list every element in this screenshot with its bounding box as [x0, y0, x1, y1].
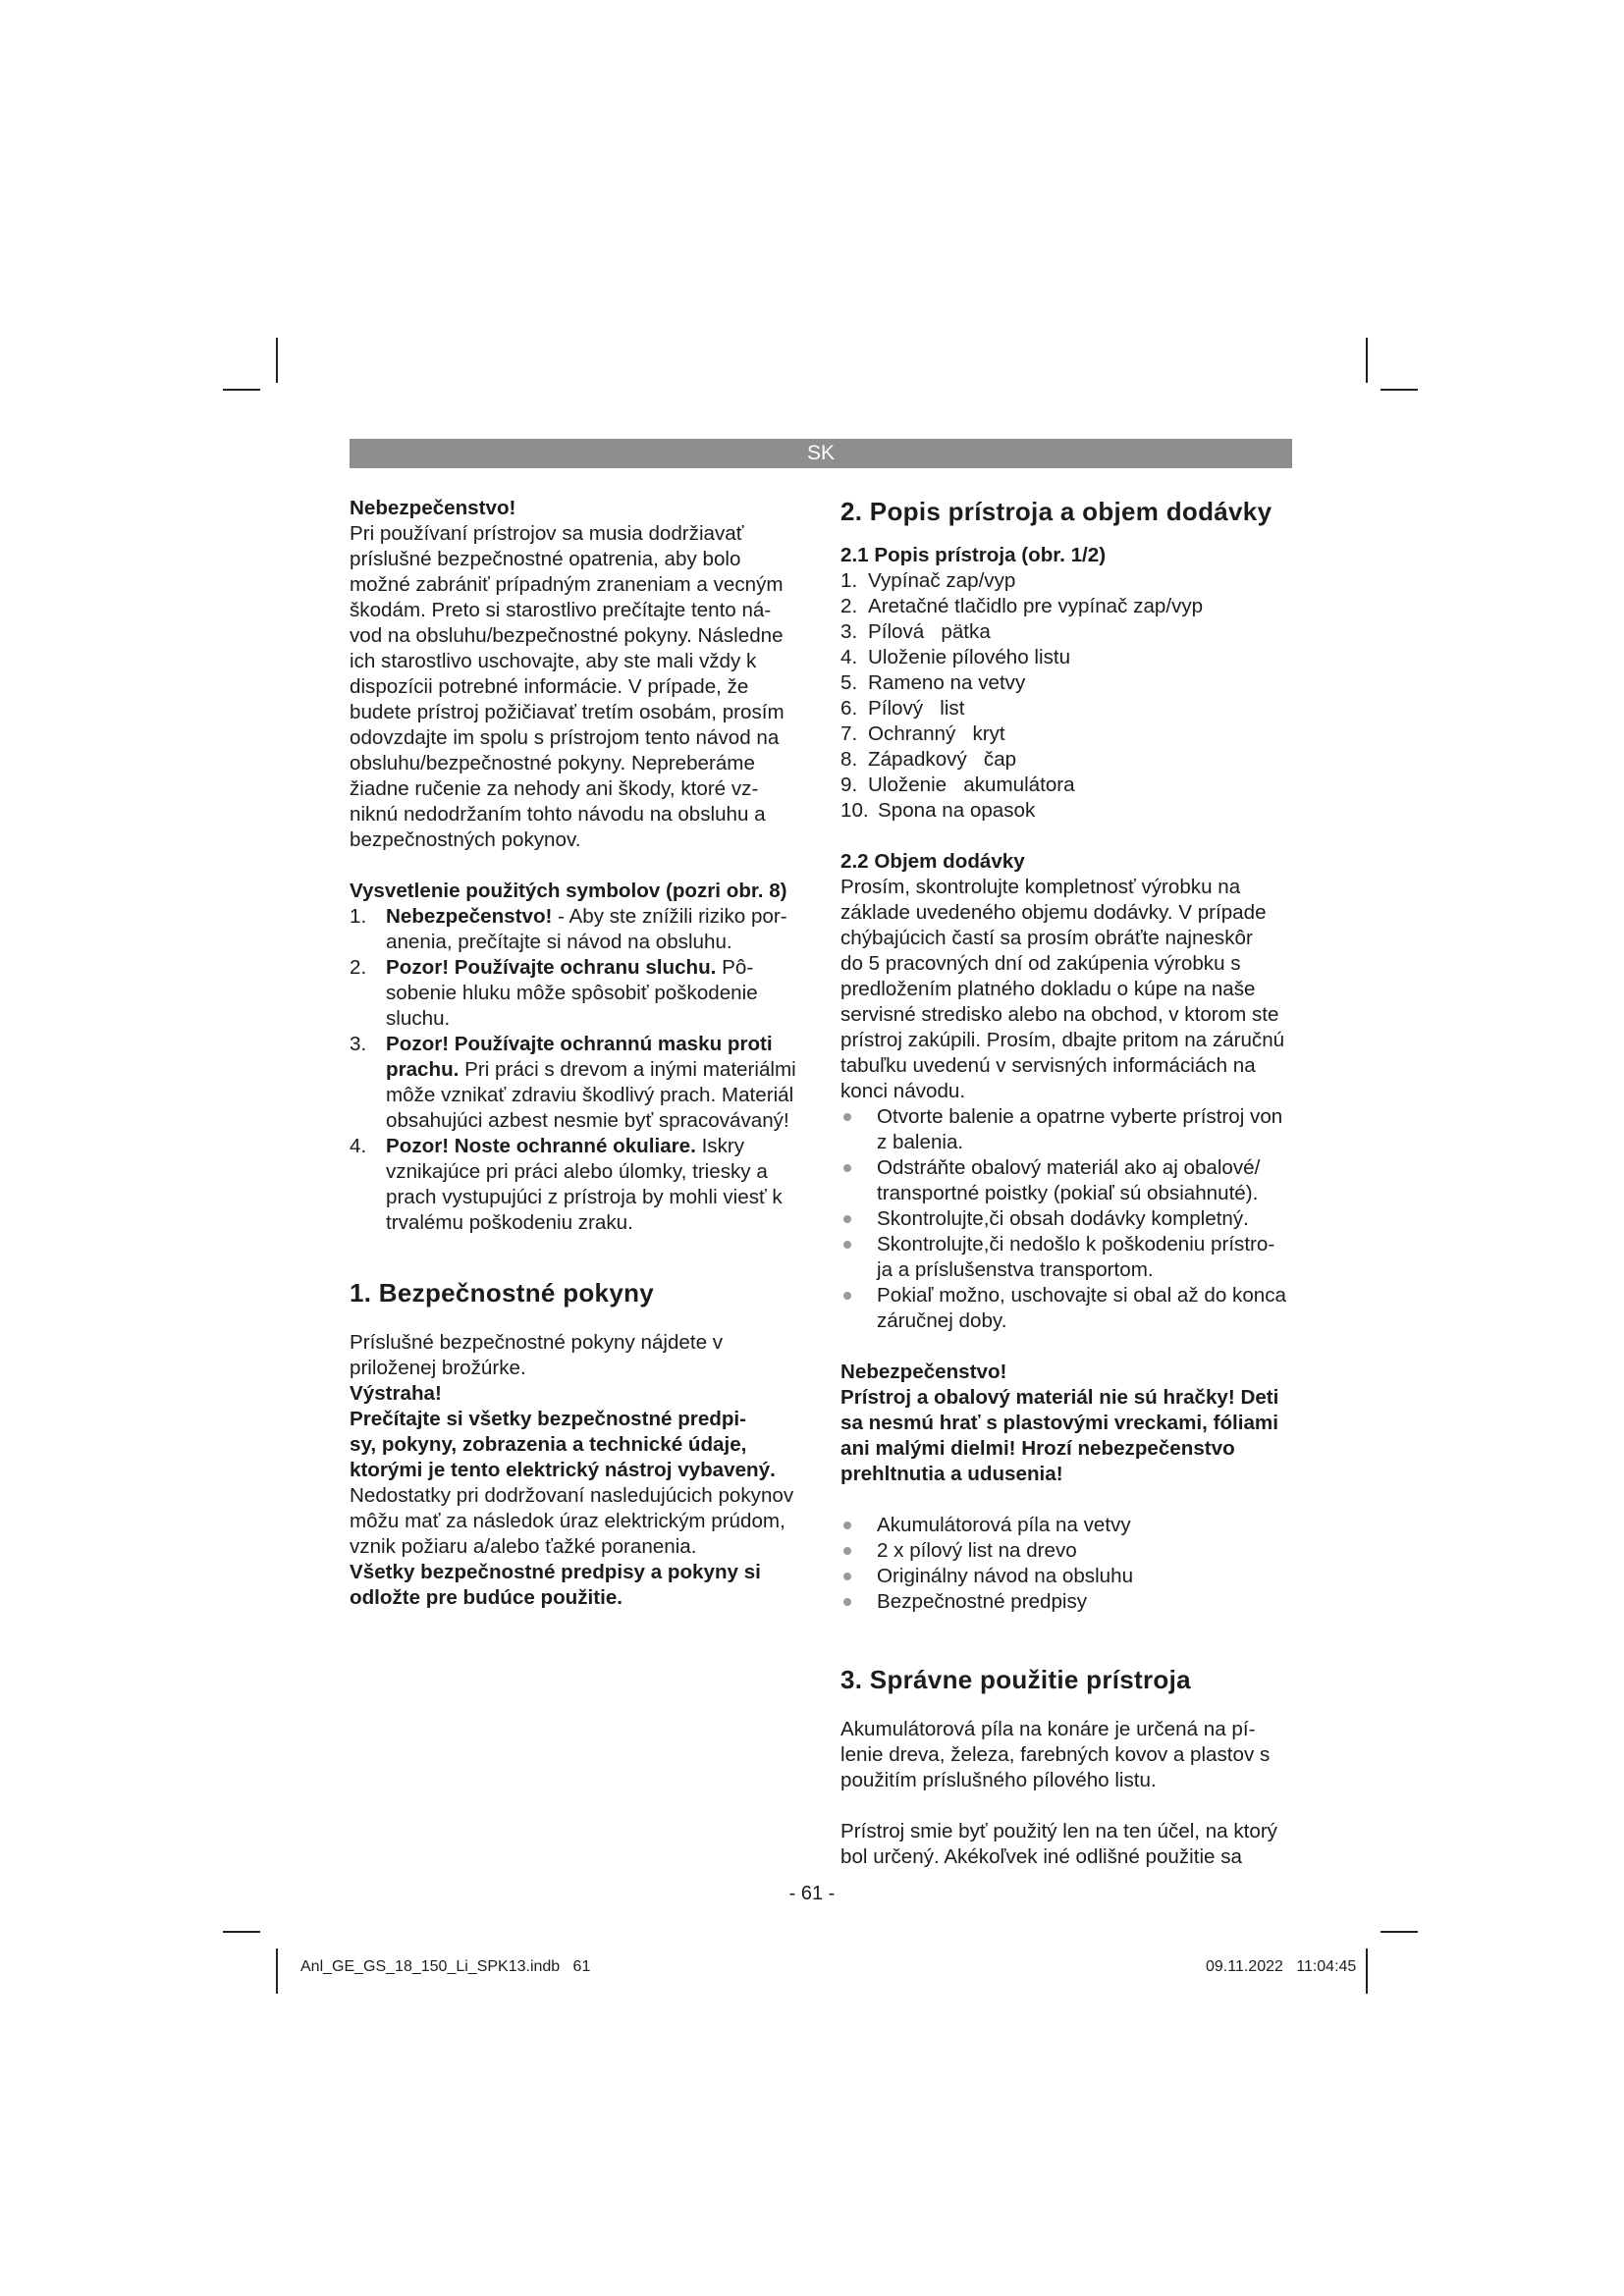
- text-line: vznik požiaru a/alebo ťažké poranenia.: [350, 1535, 697, 1558]
- checklist-item: [840, 1104, 1294, 1155]
- checklist-item: [840, 1206, 1294, 1232]
- part-item: [840, 747, 1294, 773]
- danger-text-2: [840, 1385, 1294, 1487]
- text-line: konci návodu.: [840, 1080, 966, 1102]
- part-item: [840, 773, 1294, 798]
- crop-mark-bottom-right-v: [1366, 1949, 1368, 1994]
- text-line: Prosím, skontrolujte kompletnosť výrobku na: [840, 876, 1241, 898]
- text-line: Akumulátorová píla na konáre je určená na pí-: [840, 1718, 1256, 1740]
- item-text: Bezpečnostné predpisy: [877, 1590, 1088, 1613]
- item-text: Akumulátorová píla na vetvy: [877, 1514, 1131, 1536]
- text-line: Príslušné bezpečnostné pokyny nájdete v: [350, 1331, 724, 1354]
- item-text: Skontrolujte,či obsah dodávky kompletný.: [877, 1207, 1249, 1230]
- text-line: Všetky bezpečnostné predpisy a pokyny si: [350, 1561, 761, 1583]
- text-line: vod na obsluhu/bezpečnostné pokyny. Následne: [350, 624, 784, 647]
- symbol-desc: vznikajúce pri práci alebo úlomky, triesky a: [386, 1160, 768, 1183]
- contents-item: [840, 1564, 1294, 1589]
- text-line: dispozícii potrebné informácie. V prípade, že: [350, 675, 749, 698]
- item-number: 1.: [840, 569, 858, 592]
- text-line: Nedostatky pri dodržovaní nasledujúcich pokynov: [350, 1484, 794, 1507]
- part-label: Uloženie pílového listu: [868, 646, 1071, 668]
- text-line: obsluhu/bezpečnostné pokyny. Nepreberáme: [350, 752, 755, 774]
- part-label: Pílový list: [868, 697, 965, 720]
- crop-mark-top-right-h: [1380, 389, 1418, 391]
- text-line: Prečítajte si všetky bezpečnostné predpi-: [350, 1408, 747, 1430]
- section-3-heading: 3. Správne použitie prístroja: [840, 1665, 1191, 1694]
- symbol-name: prachu.: [386, 1058, 460, 1081]
- symbols-list: [350, 904, 805, 1236]
- part-item: [840, 721, 1294, 747]
- section-3-para-1: [840, 1717, 1294, 1793]
- symbol-desc: sobenie hluku môže spôsobiť poškodenie: [386, 982, 758, 1004]
- item-text: Originálny návod na obsluhu: [877, 1565, 1134, 1587]
- symbol-desc: Pri práci s drevom a inými materiálmi: [459, 1058, 796, 1081]
- crop-mark-bottom-left-v: [276, 1949, 278, 1994]
- text-line: môžu mať za následok úraz elektrickým prúdom,: [350, 1510, 785, 1532]
- symbol-desc: prach vystupujúci z prístroja by mohli viesť k: [386, 1186, 783, 1208]
- section-3-para-2: [840, 1819, 1294, 1870]
- symbol-desc: môže vznikať zdraviu škodlivý prach. Materiál: [386, 1084, 794, 1106]
- item-text: záručnej doby.: [877, 1309, 1007, 1332]
- danger-title-2: Nebezpečenstvo!: [840, 1361, 1007, 1383]
- crop-mark-bottom-left-h: [223, 1931, 260, 1933]
- item-text: transportné poistky (pokiaľ sú obsiahnuté).: [877, 1182, 1259, 1204]
- item-text: ja a príslušenstva transportom.: [877, 1258, 1154, 1281]
- part-label: Pílová pätka: [868, 620, 991, 643]
- text-line: Pri používaní prístrojov sa musia dodržiavať: [350, 522, 744, 545]
- crop-mark-top-right-v: [1366, 338, 1368, 383]
- item-number: 1.: [350, 905, 367, 928]
- text-line: chýbajúcich častí sa prosím obráťte najneskôr: [840, 927, 1253, 949]
- part-item: [840, 568, 1294, 594]
- item-number: 10.: [840, 799, 869, 822]
- symbol-name: Pozor! Noste ochranné okuliare.: [386, 1135, 696, 1157]
- part-item: [840, 645, 1294, 670]
- subsection-2-2-title: 2.2 Objem dodávky: [840, 850, 1025, 873]
- item-number: 9.: [840, 774, 858, 796]
- symbol-desc: trvalému poškodeniu zraku.: [386, 1211, 633, 1234]
- symbol-item: [350, 904, 805, 955]
- symbol-desc: - Aby ste znížili riziko por-: [552, 905, 787, 928]
- delivery-text: [840, 875, 1294, 1104]
- text-line: do 5 pracovných dní od zakúpenia výrobku s: [840, 952, 1241, 975]
- footer-timestamp: 09.11.2022 11:04:45: [1206, 1958, 1357, 1975]
- item-text: Otvorte balenie a opatrne vyberte prístroj von: [877, 1105, 1283, 1128]
- part-item: [840, 798, 1294, 824]
- symbol-desc: anenia, prečítajte si návod na obsluhu.: [386, 931, 732, 953]
- text-line: predložením platného dokladu o kúpe na naše: [840, 978, 1256, 1000]
- item-number: 5.: [840, 671, 858, 694]
- item-number: 4.: [840, 646, 858, 668]
- text-line: žiadne ručenie za nehody ani škody, ktoré vz-: [350, 777, 759, 800]
- page-number: - 61 -: [788, 1883, 836, 1904]
- checklist: [840, 1104, 1294, 1334]
- danger-text: [350, 521, 805, 853]
- text-line: Prístroj a obalový materiál nie sú hračky! Deti: [840, 1386, 1279, 1409]
- right-column: [840, 496, 1294, 1870]
- part-item: [840, 594, 1294, 619]
- item-number: 2.: [350, 956, 367, 979]
- warning-label: Výstraha!: [350, 1382, 442, 1405]
- contents-list: [840, 1513, 1294, 1615]
- crop-mark-top-left-h: [223, 389, 260, 391]
- section-1-body: [350, 1330, 805, 1611]
- text-line: budete prístroj požičiavať tretím osobám, prosím: [350, 701, 785, 723]
- symbol-name: Pozor! Používajte ochrannú masku proti: [386, 1033, 773, 1055]
- text-line: možné zabrániť prípadným zraneniam a vecným: [350, 573, 784, 596]
- text-line: odovzdajte im spolu s prístrojom tento návod na: [350, 726, 780, 749]
- subsection-2-1-title: 2.1 Popis prístroja (obr. 1/2): [840, 544, 1107, 566]
- item-number: 4.: [350, 1135, 367, 1157]
- part-label: Spona na opasok: [878, 799, 1036, 822]
- checklist-item: [840, 1283, 1294, 1334]
- part-label: Aretačné tlačidlo pre vypínač zap/vyp: [868, 595, 1204, 617]
- text-line: Prístroj smie byť použitý len na ten účel, na ktorý: [840, 1820, 1277, 1842]
- text-line: použitím príslušného pílového listu.: [840, 1769, 1157, 1791]
- text-line: prístroj zakúpili. Prosím, dbajte pritom na záručnú: [840, 1029, 1285, 1051]
- part-item: [840, 670, 1294, 696]
- symbol-desc: obsahujúci azbest nesmie byť spracovávaný!: [386, 1109, 789, 1132]
- symbol-item: [350, 955, 805, 1032]
- part-label: Ochranný kryt: [868, 722, 1005, 745]
- language-header-bar: [350, 439, 1292, 468]
- text-line: bol určený. Akékoľvek iné odlišné použitie sa: [840, 1845, 1242, 1868]
- symbol-name: Nebezpečenstvo!: [386, 905, 553, 928]
- item-text: z balenia.: [877, 1131, 964, 1153]
- left-column: [350, 496, 805, 1611]
- danger-title: Nebezpečenstvo!: [350, 497, 516, 519]
- item-number: 7.: [840, 722, 858, 745]
- text-line: ktorými je tento elektrický nástroj vybavený.: [350, 1459, 776, 1481]
- item-number: 3.: [350, 1033, 367, 1055]
- parts-list: [840, 568, 1294, 824]
- checklist-item: [840, 1232, 1294, 1283]
- footer-file-name: Anl_GE_GS_18_150_Li_SPK13.indb 61: [300, 1958, 591, 1975]
- part-item: [840, 696, 1294, 721]
- symbol-item: [350, 1134, 805, 1236]
- item-text: Pokiaľ možno, uschovajte si obal až do konca: [877, 1284, 1286, 1307]
- symbol-item: [350, 1032, 805, 1134]
- text-line: ani malými dielmi! Hrozí nebezpečenstvo: [840, 1437, 1235, 1460]
- crop-mark-top-left-v: [276, 338, 278, 383]
- item-text: Odstráňte obalový materiál ako aj obalové/: [877, 1156, 1261, 1179]
- text-line: príslušné bezpečnostné opatrenia, aby bolo: [350, 548, 741, 570]
- symbol-desc: sluchu.: [386, 1007, 451, 1030]
- text-line: základe uvedeného objemu dodávky. V prípade: [840, 901, 1267, 924]
- part-label: Rameno na vetvy: [868, 671, 1026, 694]
- text-line: škodám. Preto si starostlivo prečítajte tento ná-: [350, 599, 772, 621]
- symbol-name: Pozor! Používajte ochranu sluchu.: [386, 956, 717, 979]
- symbols-title: Vysvetlenie použitých symbolov (pozri obr. 8): [350, 880, 787, 902]
- contents-item: [840, 1513, 1294, 1538]
- item-number: 3.: [840, 620, 858, 643]
- text-line: tabuľku uvedenú v servisných informáciách na: [840, 1054, 1256, 1077]
- checklist-item: [840, 1155, 1294, 1206]
- text-line: sa nesmú hrať s plastovými vreckami, fóliami: [840, 1412, 1278, 1434]
- symbol-desc: Pô-: [716, 956, 754, 979]
- item-text: 2 x pílový list na drevo: [877, 1539, 1077, 1562]
- text-line: odložte pre budúce použitie.: [350, 1586, 623, 1609]
- symbol-desc: Iskry: [695, 1135, 745, 1157]
- text-line: bezpečnostných pokynov.: [350, 828, 581, 851]
- text-line: ich starostlivo uschovajte, aby ste mali vždy k: [350, 650, 757, 672]
- text-line: niknú nedodržaním tohto návodu na obsluhu a: [350, 803, 766, 826]
- crop-mark-bottom-right-h: [1380, 1931, 1418, 1933]
- item-number: 2.: [840, 595, 858, 617]
- item-number: 8.: [840, 748, 858, 771]
- contents-item: [840, 1538, 1294, 1564]
- text-line: servisné stredisko alebo na obchod, v ktorom ste: [840, 1003, 1279, 1026]
- contents-item: [840, 1589, 1294, 1615]
- text-line: lenie dreva, železa, farebných kovov a plastov s: [840, 1743, 1271, 1766]
- text-line: prehltnutia a udusenia!: [840, 1463, 1063, 1485]
- part-label: Vypínač zap/vyp: [868, 569, 1016, 592]
- item-text: Skontrolujte,či nedošlo k poškodeniu prístro-: [877, 1233, 1275, 1255]
- text-line: sy, pokyny, zobrazenia a technické údaje,: [350, 1433, 747, 1456]
- part-item: [840, 619, 1294, 645]
- part-label: Západkový čap: [868, 748, 1017, 771]
- item-number: 6.: [840, 697, 858, 720]
- language-code: SK: [806, 442, 835, 464]
- part-label: Uloženie akumulátora: [868, 774, 1075, 796]
- text-line: priloženej brožúrke.: [350, 1357, 526, 1379]
- section-1-heading: 1. Bezpečnostné pokyny: [350, 1278, 655, 1308]
- section-2-heading: 2. Popis prístroja a objem dodávky: [840, 497, 1272, 526]
